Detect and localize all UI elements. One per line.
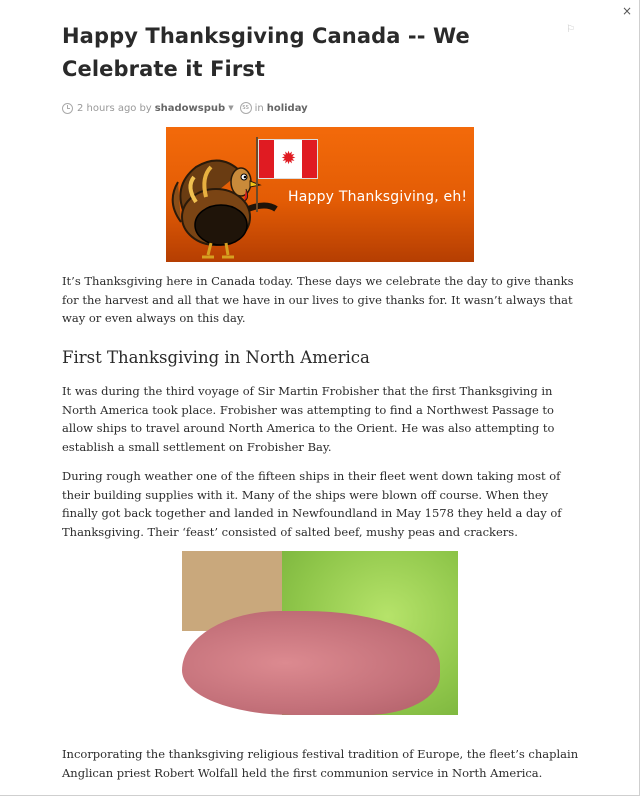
by-label: by xyxy=(139,102,152,114)
paragraph-communion: Incorporating the thanksgiving religious festival tradition of Europe, the fleet’s chaplain Anglican priest Robert Wolfall held the first communion service in North America. xyxy=(62,747,579,780)
close-icon[interactable]: × xyxy=(621,4,633,18)
paragraph-intro: It’s Thanksgiving here in Canada today. These days we celebrate the day to give thanks for the harvest and all that we have in our lives to give thanks for. It wasn’t always that way or even always on this day. xyxy=(62,274,574,326)
paragraph-frobisher: It was during the third voyage of Sir Martin Frobisher that the first Thanksgiving in North America took place. Frobisher was attempting to find a Northwest Passage to allow ships to travel around North America to the Orient. He was also attempting to establish a small settlement on Frobisher Bay. xyxy=(62,384,555,454)
feast-photo xyxy=(182,551,458,715)
banner-text: Happy Thanksgiving, eh! xyxy=(288,189,468,205)
beef-image xyxy=(182,611,440,715)
paragraph-feast: During rough weather one of the fifteen ships in their fleet went down taking most of their building supplies with it. Many of the ships were blown off course. When they finally got back together and landed in Newfoundland in May 1578 they held a day of Thanksgiving. Their ‘feast’ consisted of salted beef, mushy peas and crackers. xyxy=(62,469,562,539)
section-heading: First Thanksgiving in North America xyxy=(62,348,370,367)
clock-icon xyxy=(62,103,73,114)
canada-flag-icon: ✹ xyxy=(258,139,318,179)
chevron-down-icon[interactable]: ▼ xyxy=(228,104,234,112)
flag-icon[interactable]: ⚐ xyxy=(566,24,575,35)
post-meta xyxy=(62,101,582,115)
in-label: in xyxy=(254,102,264,114)
post-header xyxy=(62,20,582,115)
post-title: Happy Thanksgiving Canada -- We Celebrate it First xyxy=(62,24,470,81)
author-link[interactable]: shadowspub xyxy=(154,102,226,114)
thanksgiving-banner-image xyxy=(166,127,474,262)
post-time: 2 hours ago xyxy=(77,102,137,114)
category-link[interactable]: holiday xyxy=(266,102,308,114)
group-icon: SS xyxy=(240,102,252,114)
